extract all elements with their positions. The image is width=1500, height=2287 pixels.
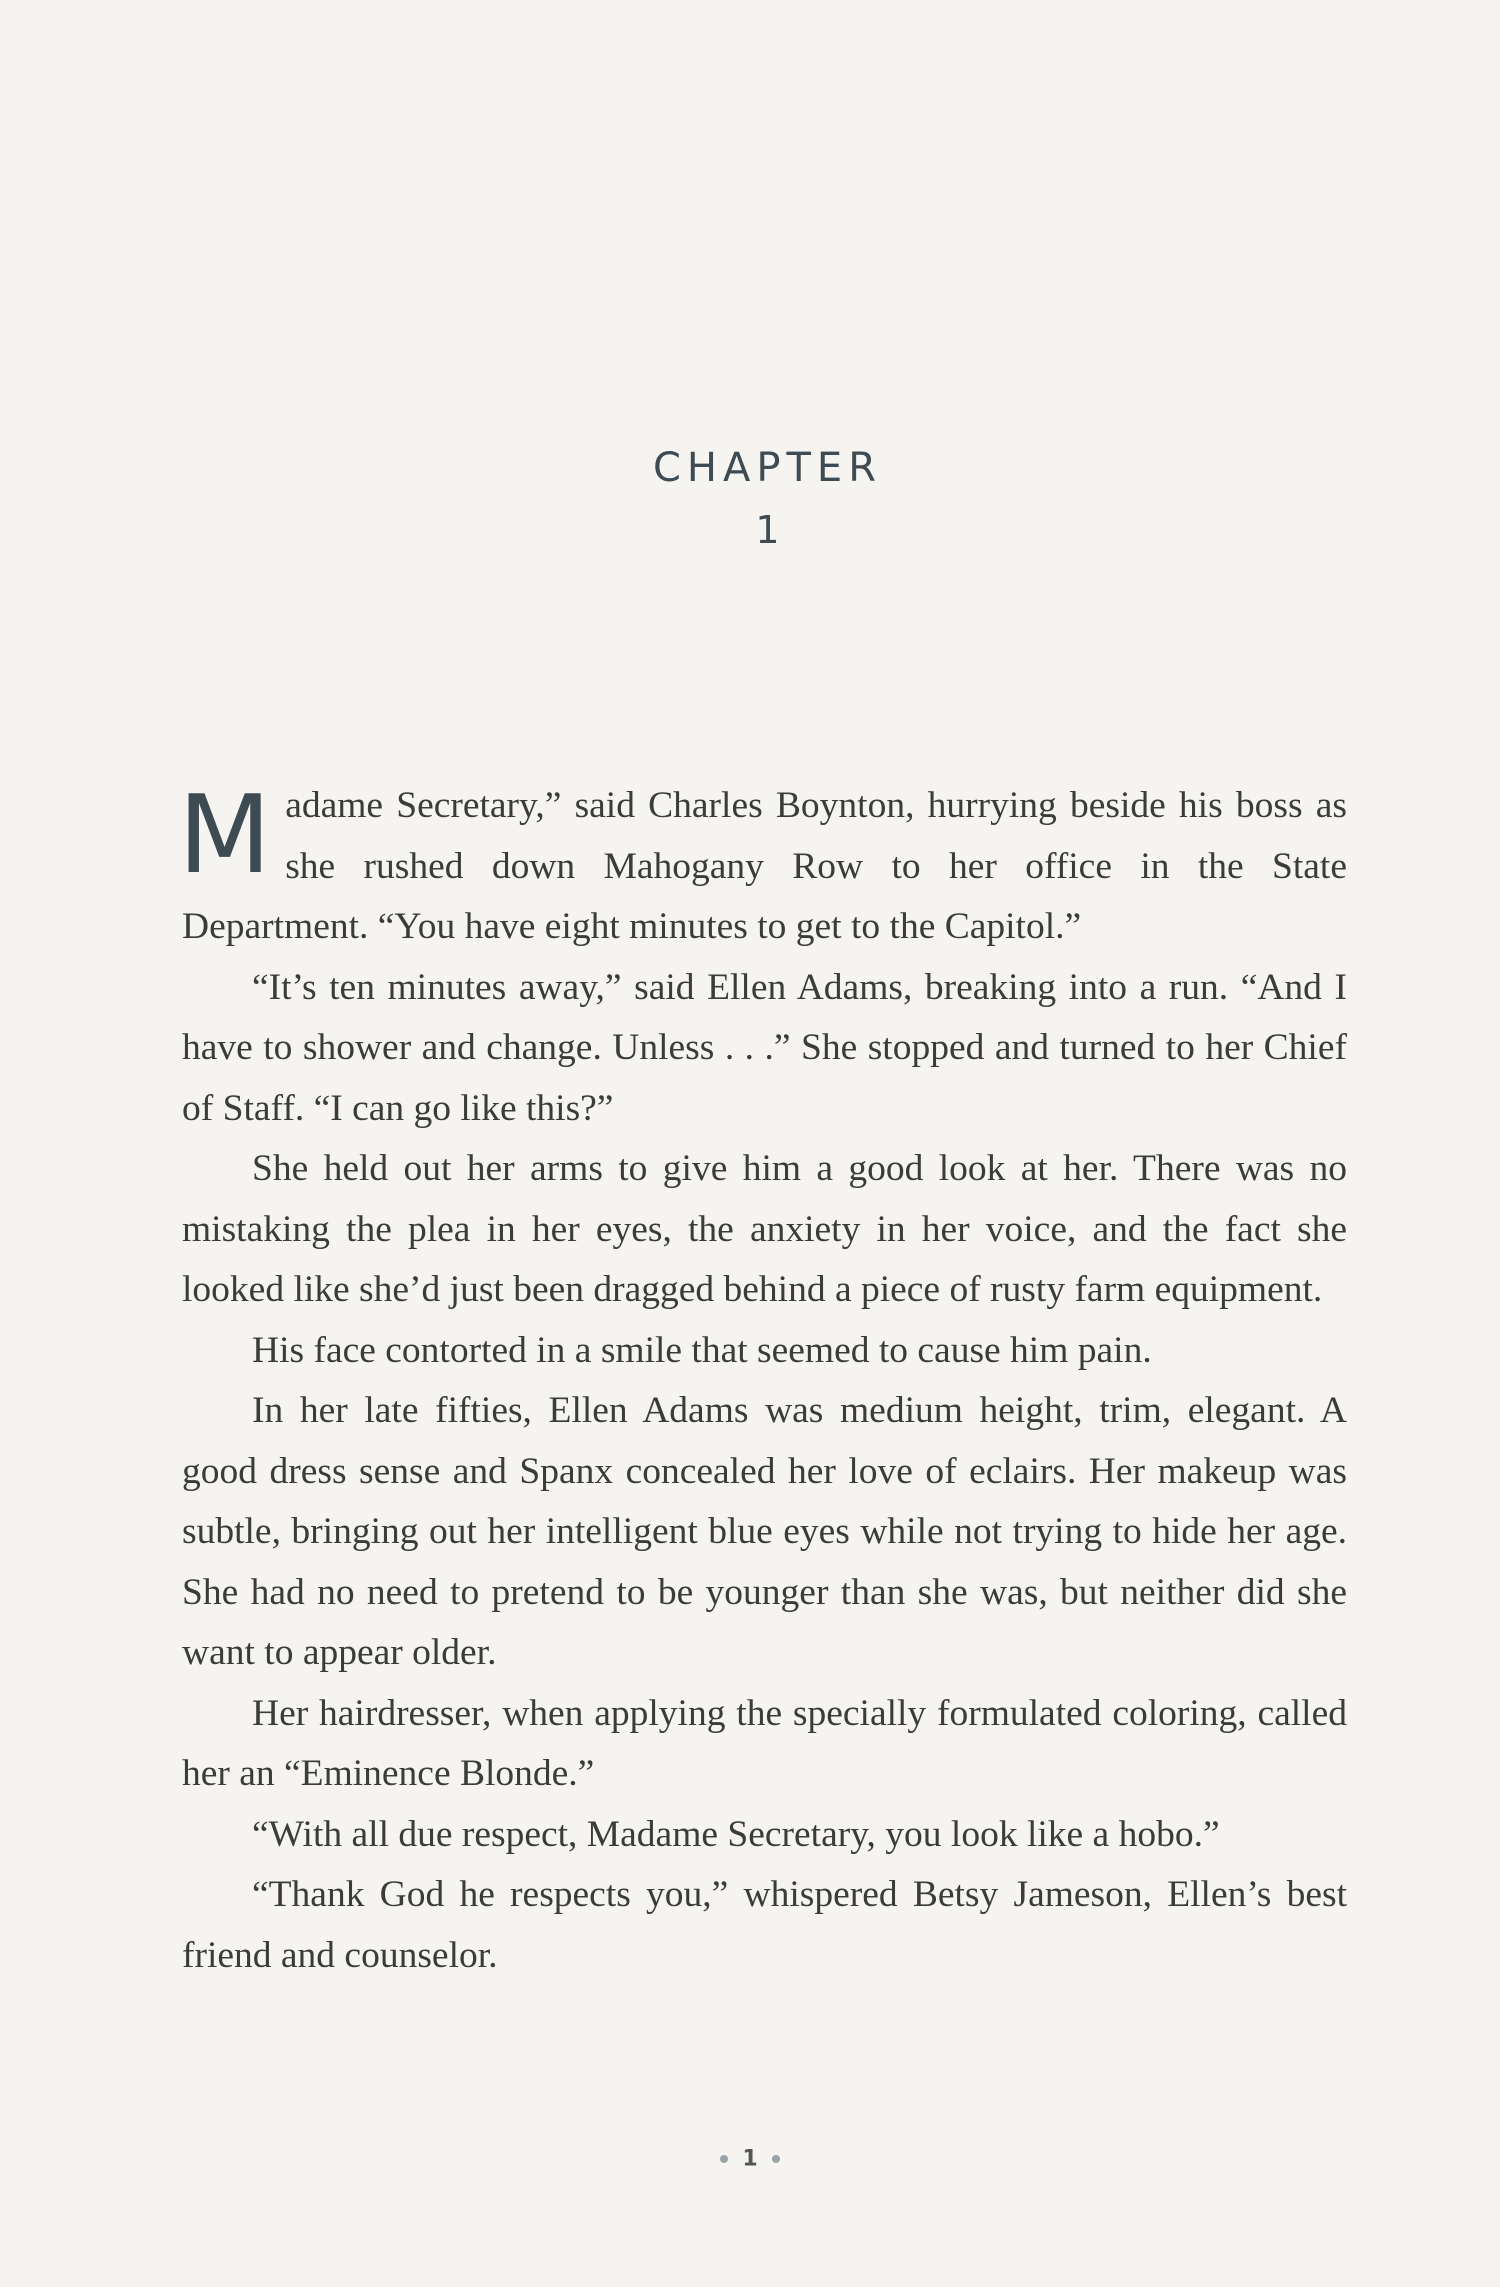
body-text: [178, 773, 1347, 1986]
chapter-heading: [0, 440, 1500, 558]
chapter-label: CHAPTER: [653, 445, 882, 491]
paragraph: His face contorted in a smile that seemed to cause him pain.: [252, 1329, 1152, 1371]
paragraph: In her late fifties, Ellen Adams was medium height, trim, elegant. A good dress sense and Spanx concealed her love of eclairs. Her makeup was subtle, bringing out her intelligent blue eyes while not trying to hide her age. She had no need to pretend to be younger than she was, but neither did she want to appear older.: [182, 1390, 1347, 1673]
paragraph: “Thank God he respects you,” whispered Betsy Jameson, Ellen’s best friend and counselor.: [182, 1874, 1347, 1976]
paragraph: “It’s ten minutes away,” said Ellen Adams, breaking into a run. “And I have to shower and change. Unless . . .” She stopped and turned to her Chief of Staff. “I can go like this?”: [182, 966, 1347, 1129]
paragraph: “With all due respect, Madame Secretary, you look like a hobo.”: [252, 1813, 1220, 1855]
page-number: 1: [742, 2146, 758, 2172]
ornament-dot-icon: [720, 2155, 728, 2163]
drop-cap: M: [178, 773, 272, 898]
paragraph: [178, 773, 1347, 958]
paragraph-text: adame Secretary,” said Charles Boynton, hurrying beside his boss as she rushed down Mahogany Row to her office in the State Department. “You have eight minutes to get to the Capitol.”: [182, 785, 1347, 947]
chapter-number: 1: [755, 508, 780, 552]
paragraph: Her hairdresser, when applying the specially formulated coloring, called her an “Eminence Blonde.”: [182, 1692, 1347, 1794]
ornament-dot-icon: [772, 2155, 780, 2163]
paragraph: She held out her arms to give him a good look at her. There was no mistaking the plea in her eyes, the anxiety in her voice, and the fact she looked like she’d just been dragged behind a piece of rusty farm equipment.: [182, 1148, 1347, 1310]
page-footer: [0, 2146, 1500, 2172]
